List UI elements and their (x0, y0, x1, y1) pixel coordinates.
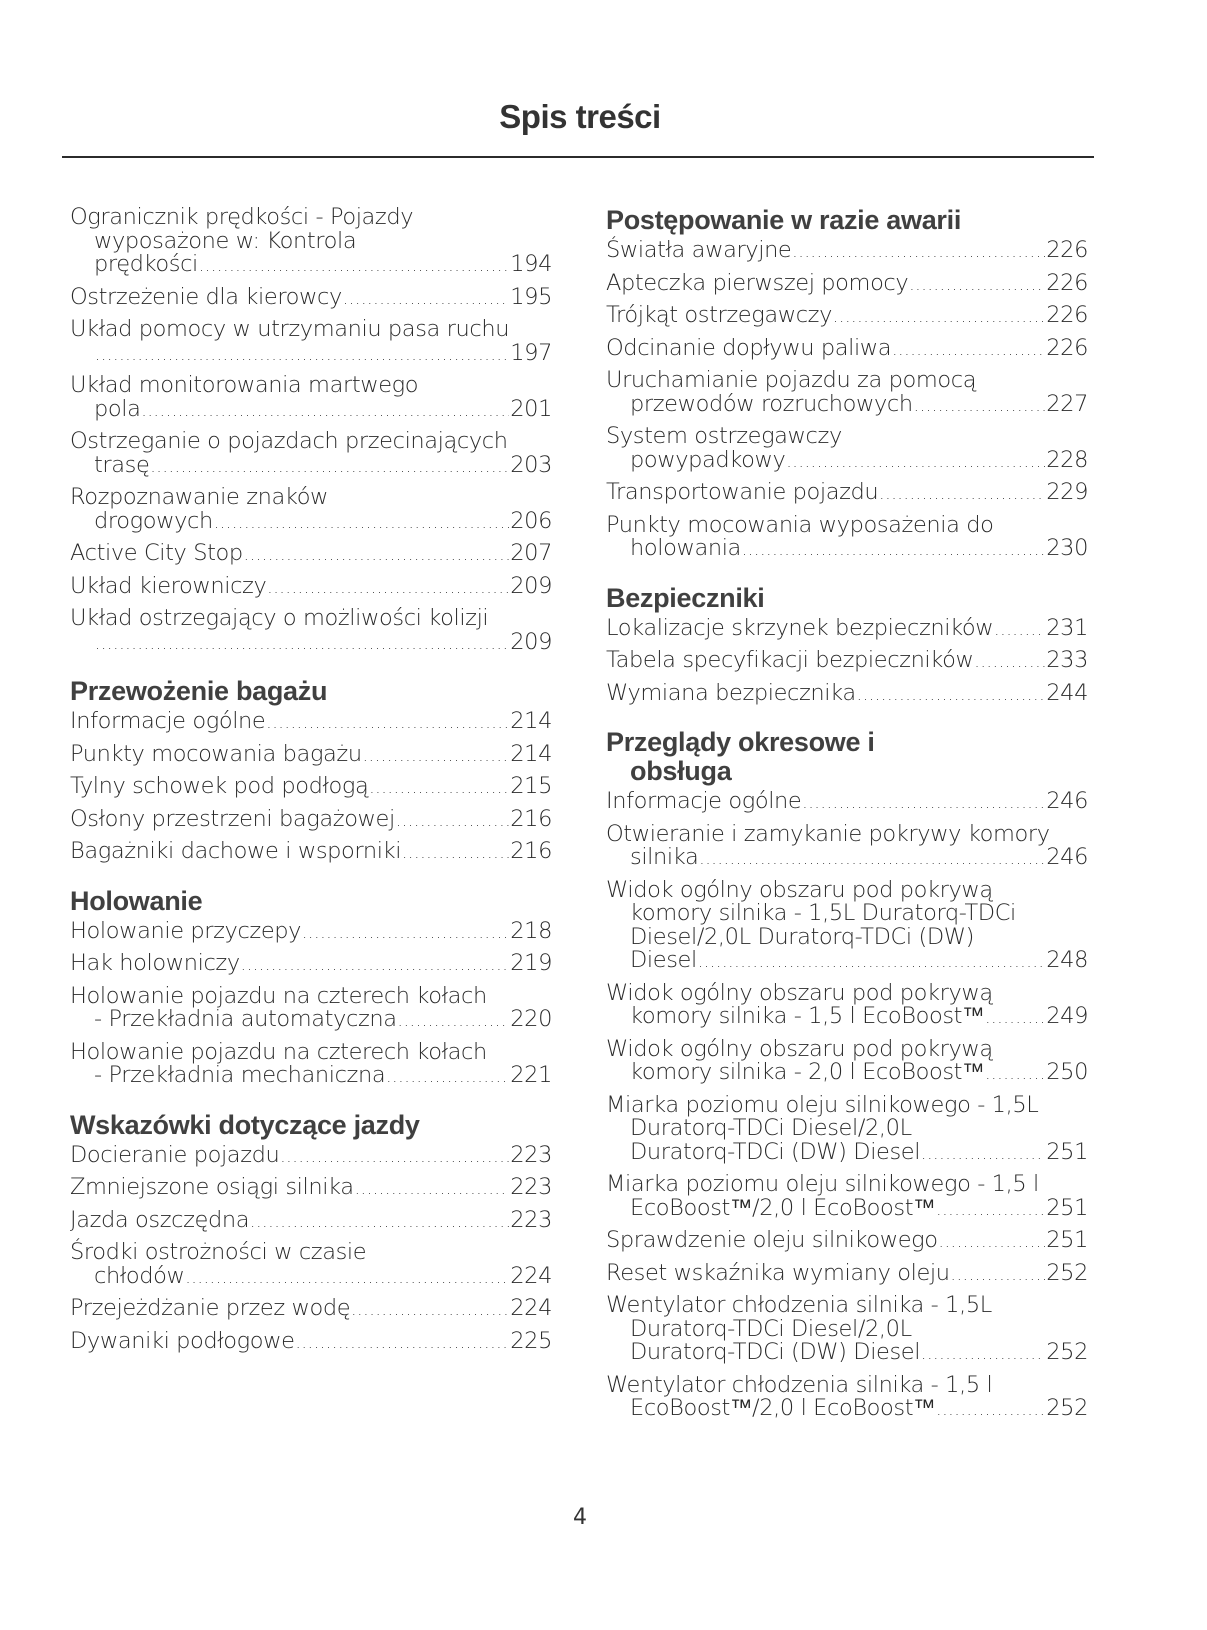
toc-entry-title-line: Widok ogólny obszaru pod pokrywą (606, 876, 993, 903)
toc-entry[interactable] (70, 1038, 552, 1089)
toc-entry-leader-line (70, 840, 552, 865)
toc-entry-title: pola (94, 395, 141, 422)
toc-entry[interactable] (606, 876, 1088, 974)
toc-entry-page-number: 206 (510, 507, 552, 534)
toc-entry-title: Active City Stop (70, 540, 243, 566)
toc-entry-title: - Przekładnia mechaniczna (94, 1062, 386, 1088)
dot-leader (351, 1298, 509, 1322)
toc-entry-page-number: 223 (510, 1206, 552, 1233)
toc-entry-leader-line (70, 1327, 552, 1355)
toc-entry-title: Ostrzeżenie dla kierowcy (70, 283, 342, 310)
toc-entry-page-number: 207 (510, 540, 552, 566)
toc-entry-page-number: 244 (1046, 679, 1088, 706)
toc-entry-leader-line (606, 1005, 1088, 1030)
dot-leader (833, 305, 1045, 329)
toc-entry-page-number: 226 (1046, 334, 1088, 361)
toc-entry-page-number: 224 (510, 1262, 552, 1289)
toc-entry-page-number: 223 (510, 1174, 552, 1200)
toc-entry-page-number: 229 (1046, 479, 1088, 505)
toc-entry[interactable] (606, 1229, 1088, 1254)
dot-leader (214, 511, 509, 535)
toc-entry-page-number: 214 (510, 708, 552, 734)
toc-entry[interactable] (606, 1371, 1088, 1422)
dot-leader (857, 683, 1045, 707)
toc-entry-title: Diesel (630, 947, 697, 973)
toc-entry-title: Dywaniki podłogowe (70, 1327, 295, 1354)
dot-leader (266, 711, 509, 735)
toc-entry-title-line: Miarka poziomu oleju silnikowego - 1,5 l (606, 1171, 1039, 1197)
toc-entry-title-line: Rozpoznawanie znaków (70, 484, 329, 510)
toc-section-przewozenie-bagazu (70, 677, 552, 865)
toc-entry-title: komory silnika - 2,0 l EcoBoost™ (630, 1059, 985, 1085)
toc-entry-leader-line (606, 846, 1088, 871)
toc-entry[interactable] (606, 649, 1088, 674)
toc-entry[interactable] (70, 952, 552, 977)
toc-entry[interactable] (70, 486, 552, 534)
toc-entry[interactable] (606, 1035, 1088, 1086)
section-heading-text: Przewożenie bagażu (70, 676, 328, 706)
toc-section-przeglady-okresowe-i (606, 728, 1088, 1422)
toc-entry-leader-line (70, 253, 552, 278)
toc-entry-leader-line (70, 1008, 552, 1033)
section-heading-text: Przeglądy okresowe i (606, 727, 875, 757)
toc-entry-title-line: System ostrzegawczy (606, 423, 842, 449)
toc-entry-leader-line (70, 775, 552, 800)
toc-entry-title: chłodów (94, 1262, 185, 1289)
toc-entry[interactable] (606, 979, 1088, 1030)
toc-entry-leader-line (606, 334, 1088, 362)
toc-entry[interactable] (70, 607, 552, 655)
toc-entry-leader-line (606, 614, 1088, 642)
toc-entry-title: trasę (94, 451, 150, 478)
toc-entry-leader-line (606, 537, 1088, 562)
toc-entry-leader-line (70, 542, 552, 567)
dot-leader (985, 1006, 1045, 1030)
toc-entry-leader-line (606, 1397, 1088, 1422)
dot-leader (402, 841, 509, 865)
toc-entry-leader-line (606, 481, 1088, 506)
dot-leader (250, 1210, 509, 1234)
toc-entry-leader-line (70, 740, 552, 768)
toc-entry-leader-line (606, 790, 1088, 815)
toc-entry-title: Apteczka pierwszej pomocy (606, 269, 909, 296)
toc-entry-title-line: Miarka poziomu oleju silnikowego - 1,5L (606, 1091, 1039, 1118)
section-heading (606, 206, 1088, 235)
toc-entry-title: Informacje ogólne (606, 788, 802, 814)
toc-entry-page-number: 226 (1046, 302, 1088, 328)
toc-entry-page-number: 246 (1046, 844, 1088, 870)
toc-entry-title: Duratorq-TDCi (DW) Diesel (630, 1138, 921, 1165)
dot-leader (150, 455, 509, 479)
toc-entry[interactable] (70, 374, 552, 422)
dot-leader (396, 809, 509, 833)
toc-entry[interactable] (606, 269, 1088, 297)
dot-leader (95, 632, 509, 656)
dot-leader (951, 1263, 1046, 1287)
dot-leader (142, 399, 510, 423)
toc-entry-title: przewodów rozruchowych (630, 390, 913, 417)
toc-entry-page-number: 248 (1046, 947, 1088, 973)
dot-leader (398, 1009, 510, 1033)
toc-entry-title-line: Ogranicznik prędkości - Pojazdy (70, 204, 414, 230)
section-heading (70, 887, 552, 916)
toc-entry[interactable] (606, 1294, 1088, 1366)
toc-entry[interactable] (70, 805, 552, 833)
toc-entry-leader-line (70, 1141, 552, 1169)
toc-entry-page-number: 209 (510, 572, 552, 599)
toc-entry-leader-line (606, 949, 1088, 974)
toc-entry-leader-line (70, 1206, 552, 1234)
toc-entry-leader-line (606, 679, 1088, 707)
toc-entry-title-line: Uruchamianie pojazdu za pomocą (606, 367, 977, 393)
toc-left-column (70, 206, 552, 1376)
toc-entry-page-number: 252 (1046, 1339, 1088, 1365)
toc-section-bezpieczniki (606, 584, 1088, 707)
toc-entry-leader-line (606, 446, 1088, 474)
toc-entry-title: komory silnika - 1,5 l EcoBoost™ (630, 1003, 985, 1029)
dot-leader (921, 1342, 1045, 1366)
toc-entry-leader-line (70, 1297, 552, 1322)
toc-entry-title: Jazda oszczędna (70, 1206, 250, 1233)
toc-entry-title-line: Układ pomocy w utrzymaniu pasa ruchu (70, 316, 510, 342)
toc-entry-title: silnika (630, 844, 699, 870)
toc-entry-title: Informacje ogólne (70, 708, 266, 734)
toc-entry[interactable] (70, 318, 552, 366)
toc-entry-page-number: 223 (510, 1141, 552, 1168)
dot-leader (386, 1065, 509, 1089)
section-heading (606, 728, 1088, 786)
dot-leader (786, 450, 1045, 474)
toc-entry-leader-line (70, 395, 552, 423)
toc-entry-title: holowania (630, 535, 741, 561)
toc-entry[interactable] (70, 740, 552, 768)
toc-entry[interactable] (70, 542, 552, 567)
section-heading (70, 677, 552, 706)
toc-entry[interactable] (606, 1173, 1088, 1221)
dot-leader (974, 650, 1045, 674)
toc-entry-leader-line (70, 507, 552, 535)
toc-entry[interactable] (70, 1327, 552, 1355)
dot-leader (914, 394, 1046, 418)
toc-entry-leader-line (606, 239, 1088, 264)
toc-entry-page-number: 216 (510, 838, 552, 864)
toc-entry-title: Przejeżdżanie przez wodę (70, 1295, 351, 1321)
toc-entry-title: Sprawdzenie oleju silnikowego (606, 1227, 938, 1253)
toc-entry-page-number: 233 (1046, 647, 1088, 673)
toc-entry[interactable] (606, 239, 1088, 264)
toc-entry-title: Bagażniki dachowe i wsporniki (70, 838, 402, 864)
toc-entry-title-line: Wentylator chłodzenia silnika - 1,5L (606, 1292, 992, 1318)
toc-entry-page-number: 215 (510, 773, 552, 799)
toc-entry-title: Hak holowniczy (70, 950, 240, 976)
dot-leader (909, 273, 1045, 297)
toc-entry[interactable] (606, 334, 1088, 362)
dot-leader (994, 618, 1045, 642)
toc-entry-title: EcoBoost™/2,0 l EcoBoost™ (630, 1395, 936, 1421)
toc-entry[interactable] (606, 304, 1088, 329)
toc-entry-page-number: 252 (1046, 1395, 1088, 1421)
dot-leader (369, 776, 509, 800)
toc-entry-title-line: Układ monitorowania martwego (70, 372, 419, 398)
toc-entry[interactable] (606, 679, 1088, 707)
toc-entry[interactable] (70, 1297, 552, 1322)
toc-entry-page-number: 216 (510, 805, 552, 832)
dot-leader (244, 543, 509, 567)
toc-entry-title-line: Holowanie pojazdu na czterech kołach (70, 982, 487, 1009)
dot-leader (985, 1062, 1045, 1086)
toc-entry-leader-line (70, 917, 552, 945)
toc-entry-page-number: 218 (510, 917, 552, 944)
section-heading-text: Bezpieczniki (606, 582, 765, 613)
dot-leader (241, 953, 510, 977)
dot-leader (95, 343, 509, 367)
dot-leader (939, 1230, 1046, 1254)
toc-entry-title-line: Widok ogólny obszaru pod pokrywą (606, 979, 993, 1006)
toc-entry-page-number: 250 (1046, 1059, 1088, 1085)
toc-entry-page-number: 221 (510, 1062, 552, 1088)
section-heading (70, 1111, 552, 1140)
toc-entry[interactable] (606, 614, 1088, 642)
toc-section-postepowanie-w-razie-awarii (606, 206, 1088, 562)
section-heading-continuation: obsługa (630, 756, 732, 786)
toc-entry-leader-line (606, 1259, 1088, 1287)
toc-entry-leader-line (70, 628, 552, 656)
toc-entry-title-line: Układ ostrzegający o możliwości kolizji (70, 605, 489, 631)
toc-entry-title-line: Duratorq-TDCi Diesel/2,0L (630, 1315, 912, 1342)
toc-entry-title: Odcinanie dopływu paliwa (606, 334, 892, 361)
toc-entry-title-line: Duratorq-TDCi Diesel/2,0L (630, 1115, 912, 1141)
dot-leader (892, 338, 1045, 362)
toc-entry-page-number: 251 (1046, 1138, 1088, 1165)
toc-entry-title-line: Ostrzeganie o pojazdach przecinających (70, 428, 508, 454)
toc-entry[interactable] (70, 430, 552, 478)
toc-entry-page-number: 226 (1046, 237, 1088, 263)
toc-entry-page-number: 203 (510, 451, 552, 478)
toc-entry-page-number: 231 (1046, 614, 1088, 641)
toc-entry-page-number: 251 (1046, 1227, 1088, 1253)
dot-leader (936, 1198, 1045, 1222)
toc-entry-title-line: komory silnika - 1,5L Duratorq-TDCi (630, 900, 1016, 926)
toc-entry-page-number: 226 (1046, 269, 1088, 296)
toc-entry[interactable] (606, 1091, 1088, 1166)
dot-leader (936, 1398, 1045, 1422)
toc-entry-leader-line (606, 269, 1088, 297)
dot-leader (921, 1142, 1045, 1166)
toc-entry-title: Układ kierowniczy (70, 572, 267, 599)
toc-entry-title: Tabela specyfikacji bezpieczników (606, 647, 974, 673)
toc-entry-page-number: 252 (1046, 1259, 1088, 1286)
toc-entry-page-number: 209 (510, 628, 552, 655)
toc-entry[interactable] (606, 820, 1088, 871)
toc-entry[interactable] (70, 775, 552, 800)
toc-entry-title: Lokalizacje skrzynek bezpieczników (606, 614, 994, 641)
toc-entry[interactable] (70, 283, 552, 311)
toc-entry-title: prędkości (94, 251, 198, 277)
page-title: Spis treści (499, 98, 661, 135)
toc-entry-leader-line (70, 1064, 552, 1089)
toc-entry-title: Transportowanie pojazdu (606, 479, 879, 505)
toc-entry-title: EcoBoost™/2,0 l EcoBoost™ (630, 1194, 936, 1221)
toc-entry-leader-line (70, 1262, 552, 1290)
toc-entry-page-number: 251 (1046, 1194, 1088, 1221)
toc-entry-page-number: 249 (1046, 1003, 1088, 1029)
toc-entry-leader-line (606, 304, 1088, 329)
toc-entry-page-number: 201 (510, 395, 552, 422)
toc-entry-title-line: wyposażone w: Kontrola (94, 227, 357, 254)
toc-entry[interactable] (70, 572, 552, 600)
toc-entry-leader-line (606, 1229, 1088, 1254)
dot-leader (302, 921, 509, 945)
toc-entry-title-line: Punkty mocowania wyposażenia do (606, 511, 994, 538)
toc-entry-page-number: 220 (510, 1006, 552, 1032)
toc-entry[interactable] (606, 481, 1088, 506)
toc-entry-leader-line (606, 1061, 1088, 1086)
dot-leader (802, 791, 1045, 815)
toc-entry-title-line: Widok ogólny obszaru pod pokrywą (606, 1035, 993, 1062)
dot-leader (792, 240, 1045, 264)
toc-entry-title-line: Środki ostrożności w czasie (70, 1239, 367, 1265)
toc-entry-leader-line (70, 952, 552, 977)
section-heading-text: Holowanie (70, 885, 203, 916)
toc-entry-page-number: 246 (1046, 788, 1088, 814)
toc-entry[interactable] (70, 206, 552, 278)
toc-entry[interactable] (606, 511, 1088, 562)
toc-entry-leader-line (606, 649, 1088, 674)
toc-entry-leader-line (70, 572, 552, 600)
dot-leader (199, 254, 509, 278)
toc-section-wskazowki-dotyczace-jazdy (70, 1111, 552, 1355)
section-heading (606, 584, 1088, 613)
toc-entry-leader-line (70, 451, 552, 479)
toc-entry-leader-line (70, 283, 552, 311)
toc-entry[interactable] (606, 369, 1088, 417)
toc-entry-title: Holowanie przyczepy (70, 917, 302, 944)
toc-entry[interactable] (606, 790, 1088, 815)
toc-entry-leader-line (70, 805, 552, 833)
toc-entry-page-number: 224 (510, 1295, 552, 1321)
toc-entry-title: Światła awaryjne (606, 237, 792, 263)
toc-entry[interactable] (70, 710, 552, 735)
toc-entry-title: Tylny schowek pod podłogą (70, 773, 369, 799)
toc-entry-page-number: 197 (510, 339, 552, 366)
toc-entry-page-number: 194 (510, 251, 552, 277)
toc-entry-title: drogowych (94, 507, 213, 534)
toc-entry-page-number: 214 (510, 740, 552, 767)
toc-section (70, 206, 552, 655)
toc-entry-page-number: 195 (510, 283, 552, 310)
toc-entry-page-number: 230 (1046, 535, 1088, 561)
toc-entry-title-line: Otwieranie i zamykanie pokrywy komory (606, 820, 1050, 847)
dot-leader (742, 538, 1045, 562)
dot-leader (879, 482, 1045, 506)
toc-entry[interactable] (70, 982, 552, 1033)
toc-entry-title-line: Diesel/2,0L Duratorq-TDCi (DW) (630, 923, 975, 950)
toc-entry-title: Zmniejszone osiągi silnika (70, 1174, 354, 1200)
toc-entry-page-number: 228 (1046, 446, 1088, 473)
toc-entry-title: - Przekładnia automatyczna (94, 1006, 397, 1032)
toc-entry-leader-line (70, 339, 552, 367)
toc-entry-leader-line (606, 1341, 1088, 1366)
toc-entry-title: Wymiana bezpiecznika (606, 679, 856, 706)
dot-leader (185, 1266, 509, 1290)
toc-entry-leader-line (70, 1176, 552, 1201)
dot-leader (343, 287, 509, 311)
dot-leader (699, 847, 1045, 871)
toc-entry-leader-line (606, 1138, 1088, 1166)
toc-entry-page-number: 219 (510, 950, 552, 976)
toc-entry[interactable] (606, 1259, 1088, 1287)
toc-entry-title: Duratorq-TDCi (DW) Diesel (630, 1339, 921, 1365)
toc-entry-title: Punkty mocowania bagażu (70, 740, 362, 767)
page-number: 4 (573, 1505, 587, 1530)
toc-section-holowanie (70, 887, 552, 1089)
toc-entry-title: Docieranie pojazdu (70, 1141, 280, 1168)
toc-entry[interactable] (606, 425, 1088, 473)
toc-entry-page-number: 227 (1046, 390, 1088, 417)
toc-entry-title-line: Holowanie pojazdu na czterech kołach (70, 1038, 487, 1065)
toc-entry-leader-line (606, 390, 1088, 418)
title-divider (62, 156, 1094, 158)
toc-entry[interactable] (70, 917, 552, 945)
toc-entry-title: Reset wskaźnika wymiany oleju (606, 1259, 950, 1286)
section-heading-text: Wskazówki dotyczące jazdy (70, 1109, 420, 1140)
toc-entry-title: Trójkąt ostrzegawczy (606, 302, 833, 328)
toc-entry-leader-line (606, 1194, 1088, 1222)
toc-entry[interactable] (70, 840, 552, 865)
toc-entry-page-number: 225 (510, 1327, 552, 1354)
dot-leader (280, 1145, 509, 1169)
dot-leader (267, 576, 509, 600)
toc-entry[interactable] (70, 1206, 552, 1234)
section-heading-text: Postępowanie w razie awarii (606, 205, 962, 235)
toc-entry-title-line: Wentylator chłodzenia silnika - 1,5 l (606, 1371, 993, 1398)
toc-entry[interactable] (70, 1141, 552, 1169)
dot-leader (698, 950, 1045, 974)
dot-leader (355, 1177, 510, 1201)
toc-entry-leader-line (70, 710, 552, 735)
toc-entry-title: powypadkowy (630, 446, 786, 473)
toc-right-column (606, 206, 1088, 1444)
toc-entry[interactable] (70, 1241, 552, 1289)
toc-entry[interactable] (70, 1176, 552, 1201)
dot-leader (296, 1331, 510, 1355)
toc-entry-title: Osłony przestrzeni bagażowej (70, 805, 395, 832)
dot-leader (363, 744, 510, 768)
